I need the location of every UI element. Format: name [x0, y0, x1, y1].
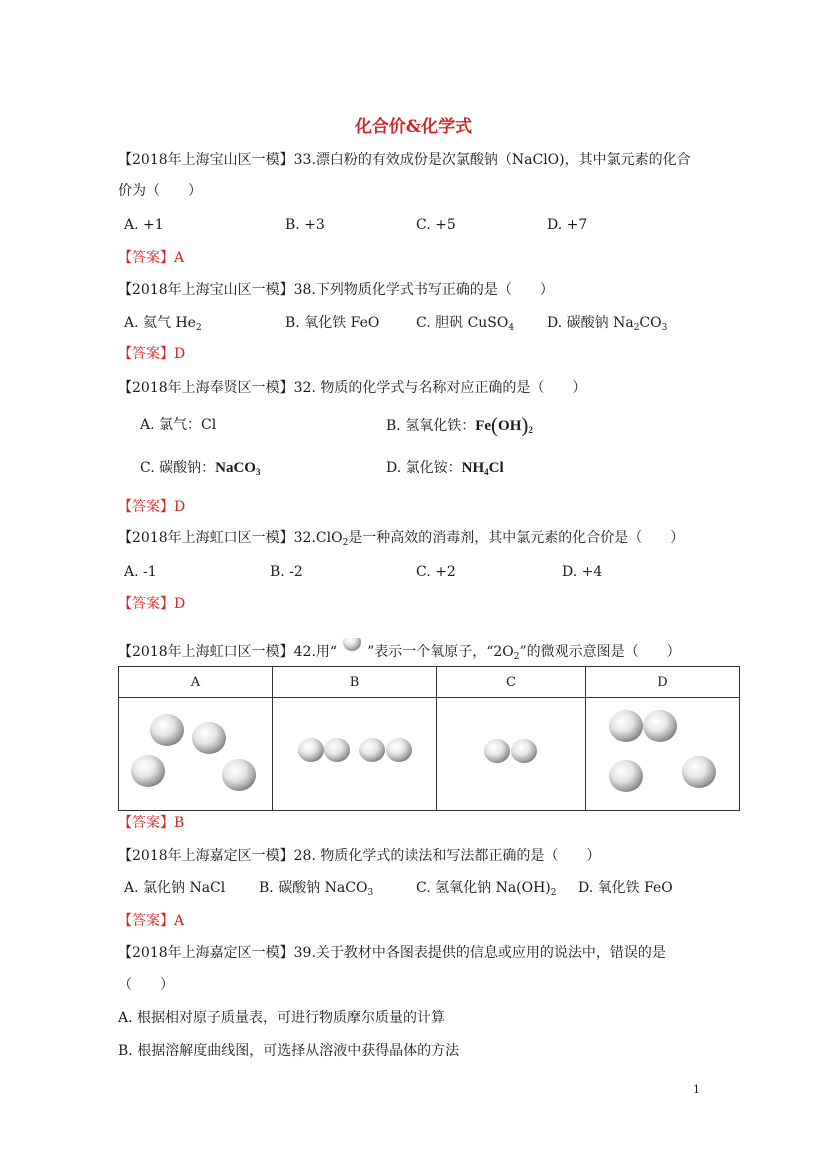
q3-option-d: D. 氯化铵：$NH_4Cl$ — [386, 460, 504, 477]
q1-option-c: C. +5 — [416, 217, 456, 233]
oxygen-atom — [682, 756, 716, 788]
table-header-b: B — [273, 667, 437, 698]
q1-stem-line2: 价为（ ） — [118, 183, 202, 199]
q6-option-a: A. 氯化钠 NaCl — [124, 880, 226, 896]
oxygen-atom — [386, 738, 412, 762]
q3-option-a: A. 氯气：Cl — [140, 417, 217, 433]
q2-stem: 【2018年上海宝山区一模】38.下列物质化学式书写正确的是（ ） — [118, 282, 554, 298]
page-title: 化合价&化学式 — [354, 117, 473, 137]
oxygen-atom — [484, 739, 510, 763]
oxygen-atom — [609, 760, 643, 792]
q6-option-b: B. 碳酸钠 NaCO$_3$ — [259, 880, 374, 898]
q3-option-c: C. 碳酸钠：NaCO$_3$ — [140, 460, 261, 477]
q4-stem: 【2018年上海虹口区一模】32.ClO$_2$是一种高效的消毒剂，其中氯元素的化合价是（ ） — [118, 530, 685, 548]
diagram-one-o2-molecule — [437, 698, 585, 806]
q2-answer: 【答案】D — [118, 346, 186, 362]
oxygen-atom — [609, 710, 643, 742]
q1-option-b: B. +3 — [285, 217, 325, 233]
q1-option-a: A. +1 — [124, 217, 164, 233]
table-cell-a — [119, 698, 273, 811]
table-cell-b — [273, 698, 437, 811]
q5-stem: 【2018年上海虹口区一模】42.用“ ”表示一个氧原子，“$2O_2$”的微观示意图是（ ） — [118, 638, 681, 662]
q2-option-a: A. 氦气 $He_2$ — [124, 315, 202, 333]
q5-answer: 【答案】B — [118, 815, 185, 831]
diagram-mixed-atoms — [586, 698, 739, 806]
q2-option-c: C. 胆矾 CuSO$_4$ — [416, 315, 515, 333]
table-header-a: A — [119, 667, 273, 698]
oxygen-atom — [643, 710, 677, 742]
oxygen-atom — [359, 738, 385, 762]
q1-stem-line1: 【2018年上海宝山区一模】33.漂白粉的有效成份是次氯酸钠（NaClO)，其中氯元素的化合 — [118, 152, 691, 168]
q7-option-a: A. 根据相对原子质量表，可进行物质摩尔质量的计算 — [118, 1010, 446, 1026]
q3-stem: 【2018年上海奉贤区一模】32. 物质的化学式与名称对应正确的是（ ） — [118, 380, 587, 396]
q4-answer: 【答案】D — [118, 596, 186, 612]
oxygen-atom — [324, 738, 350, 762]
q7-stem-line2: （ ） — [118, 977, 174, 993]
q6-option-d: D. 氧化铁 FeO — [578, 880, 673, 896]
q1-answer: 【答案】A — [118, 250, 185, 266]
oxygen-atom — [150, 714, 184, 746]
q6-option-c: C. 氢氧化钠 $Na(OH)_2$ — [416, 880, 557, 898]
q2-option-d: D. 碳酸钠 $Na_2CO_3$ — [547, 315, 668, 333]
q7-option-b: B. 根据溶解度曲线图，可选择从溶液中获得晶体的方法 — [118, 1043, 460, 1059]
q1-option-d: D. +7 — [547, 217, 588, 233]
table-header-c: C — [437, 667, 586, 698]
q3-answer: 【答案】D — [118, 499, 186, 515]
oxygen-atom — [511, 739, 537, 763]
oxygen-atom — [298, 738, 324, 762]
q6-stem: 【2018年上海嘉定区一模】28. 物质化学式的读法和写法都正确的是（ ） — [118, 848, 601, 864]
molecule-options-table — [118, 666, 740, 811]
table-cell-c — [437, 698, 586, 811]
oxygen-atom-icon — [337, 638, 367, 658]
q7-stem-line1: 【2018年上海嘉定区一模】39.关于教材中各图表提供的信息或应用的说法中，错误的是 — [118, 945, 666, 961]
oxygen-atom — [192, 722, 226, 754]
q4-option-c: C. +2 — [416, 564, 456, 580]
oxygen-atom — [131, 755, 165, 787]
table-cell-d — [586, 698, 740, 811]
diagram-separate-atoms — [119, 698, 272, 806]
q2-option-b: B. 氧化铁 FeO — [285, 315, 380, 331]
page-number: 1 — [693, 1083, 700, 1096]
table-header-d: D — [586, 667, 740, 698]
q3-option-b: B. 氢氧化铁：$Fe(OH)_2$ — [386, 413, 533, 437]
q6-answer: 【答案】A — [118, 913, 185, 929]
oxygen-atom — [222, 759, 256, 791]
q4-option-a: A. -1 — [124, 564, 157, 580]
diagram-two-o2-molecules — [273, 698, 436, 806]
q4-option-b: B. -2 — [270, 564, 303, 580]
q4-option-d: D. +4 — [562, 564, 603, 580]
